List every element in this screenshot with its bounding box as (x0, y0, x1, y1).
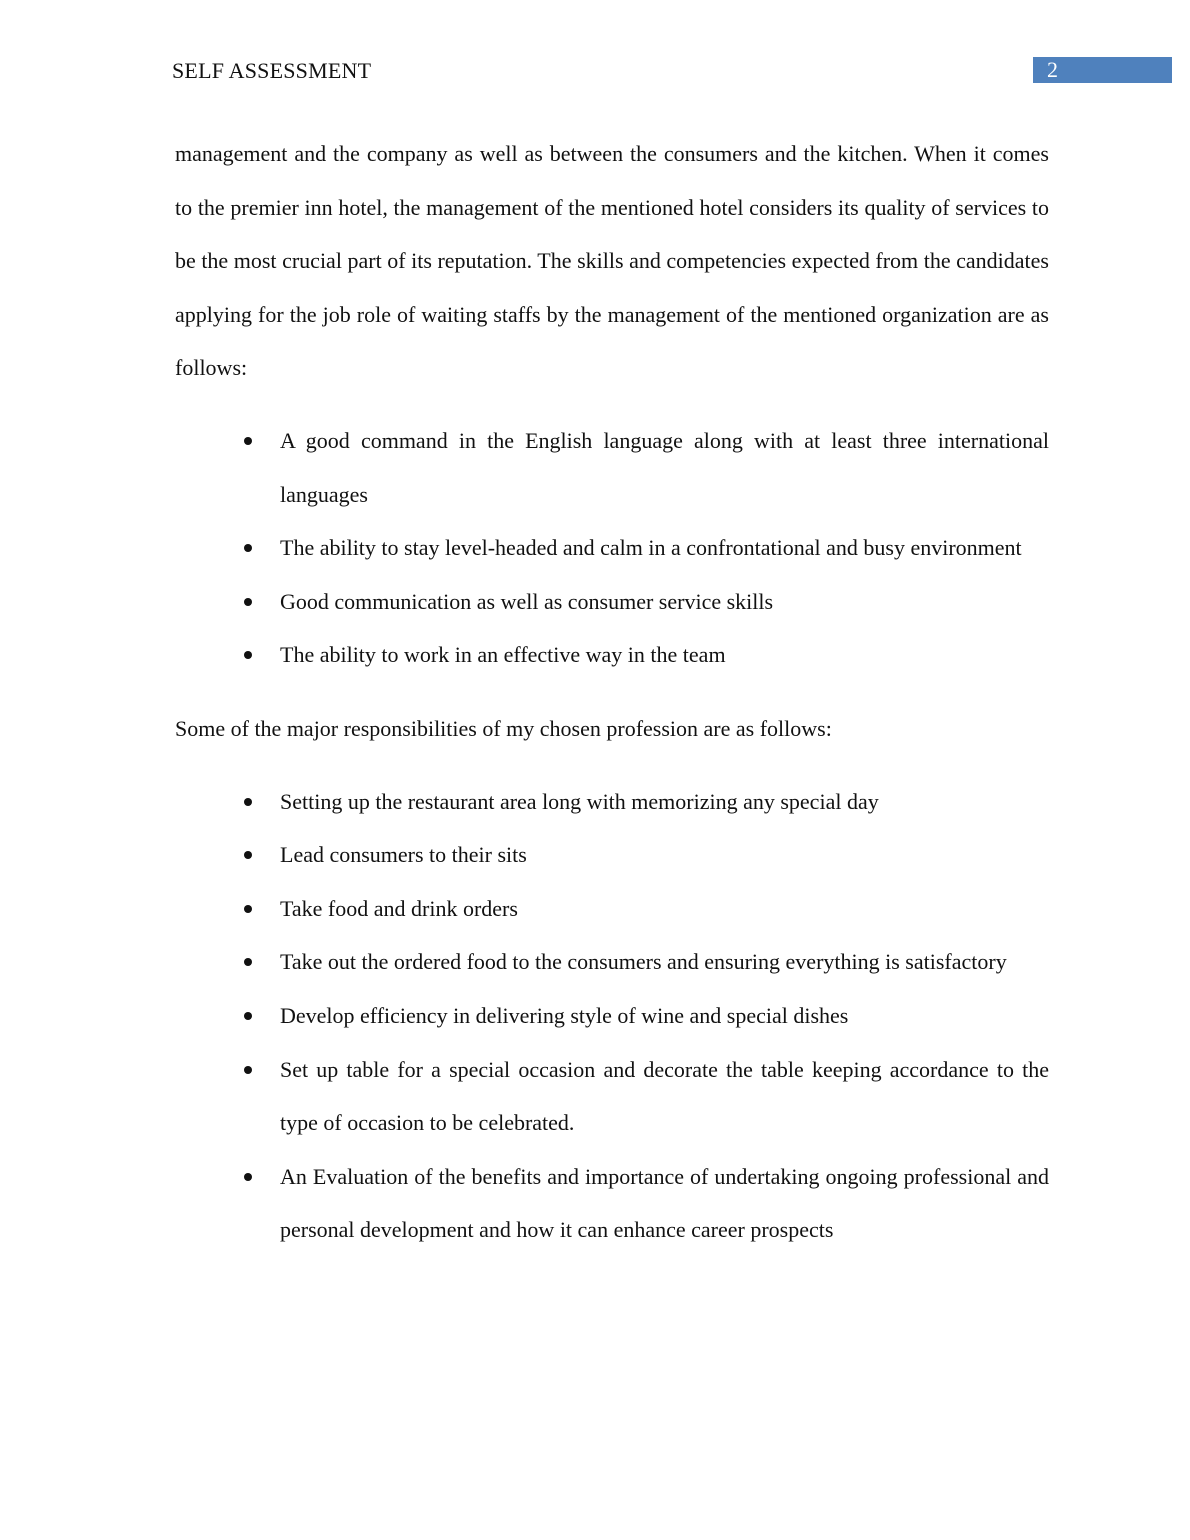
bullet-icon (244, 958, 252, 966)
list-item-text: Set up table for a special occasion and decorate the table keeping accordance to the type of occasion to be celebrated. (280, 1056, 1049, 1136)
list-item (175, 521, 1049, 575)
bullet-icon (244, 1012, 252, 1020)
list-item-text: Lead consumers to their sits (280, 842, 527, 868)
list-item-text: Setting up the restaurant area long with memorizing any special day (280, 788, 879, 814)
list-item (175, 775, 1049, 829)
list-item-text: The ability to work in an effective way in the team (280, 642, 726, 668)
bullet-icon (244, 598, 252, 606)
list-item (175, 882, 1049, 936)
responsibilities-list (175, 775, 1049, 1257)
page-number-badge (1033, 57, 1172, 83)
list-item (175, 1043, 1049, 1150)
document-body (175, 127, 1049, 1277)
list-item (175, 414, 1049, 521)
list-item-text: Develop efficiency in delivering style of wine and special dishes (280, 1002, 849, 1028)
list-item (175, 628, 1049, 682)
bullet-icon (244, 1173, 252, 1181)
bullet-icon (244, 905, 252, 913)
list-item-text: A good command in the English language along with at least three international languages (280, 427, 1049, 507)
page-number: 2 (1047, 57, 1058, 82)
list-item-text: An Evaluation of the benefits and importance of undertaking ongoing professional and personal development and how it can enhance career prospects (280, 1163, 1049, 1243)
list-item (175, 989, 1049, 1043)
bullet-icon (244, 851, 252, 859)
list-item-text: Take food and drink orders (280, 895, 518, 921)
bullet-icon (244, 1066, 252, 1074)
bullet-icon (244, 798, 252, 806)
responsibilities-intro: Some of the major responsibilities of my chosen profession are as follows: (175, 715, 832, 741)
list-item (175, 1150, 1049, 1257)
bullet-icon (244, 651, 252, 659)
list-item (175, 575, 1049, 629)
skills-list (175, 414, 1049, 682)
list-item (175, 935, 1049, 989)
list-item (175, 828, 1049, 882)
running-head-title: SELF ASSESSMENT (172, 58, 372, 83)
list-item-text: Good communication as well as consumer service skills (280, 588, 774, 614)
bullet-icon (244, 437, 252, 445)
bullet-icon (244, 544, 252, 552)
intro-paragraph: management and the company as well as between the consumers and the kitchen. When it comes to the premier inn hotel, the management of the mentioned hotel considers its quality of services to be the most crucial part of its reputation. The skills and competencies expected from the candidates applying for the job role of waiting staffs by the management of the mentioned organization are as follows: (175, 141, 1049, 381)
list-item-text: The ability to stay level-headed and calm in a confrontational and busy environment (280, 535, 1022, 561)
list-item-text: Take out the ordered food to the consumers and ensuring everything is satisfactory (280, 949, 1007, 975)
